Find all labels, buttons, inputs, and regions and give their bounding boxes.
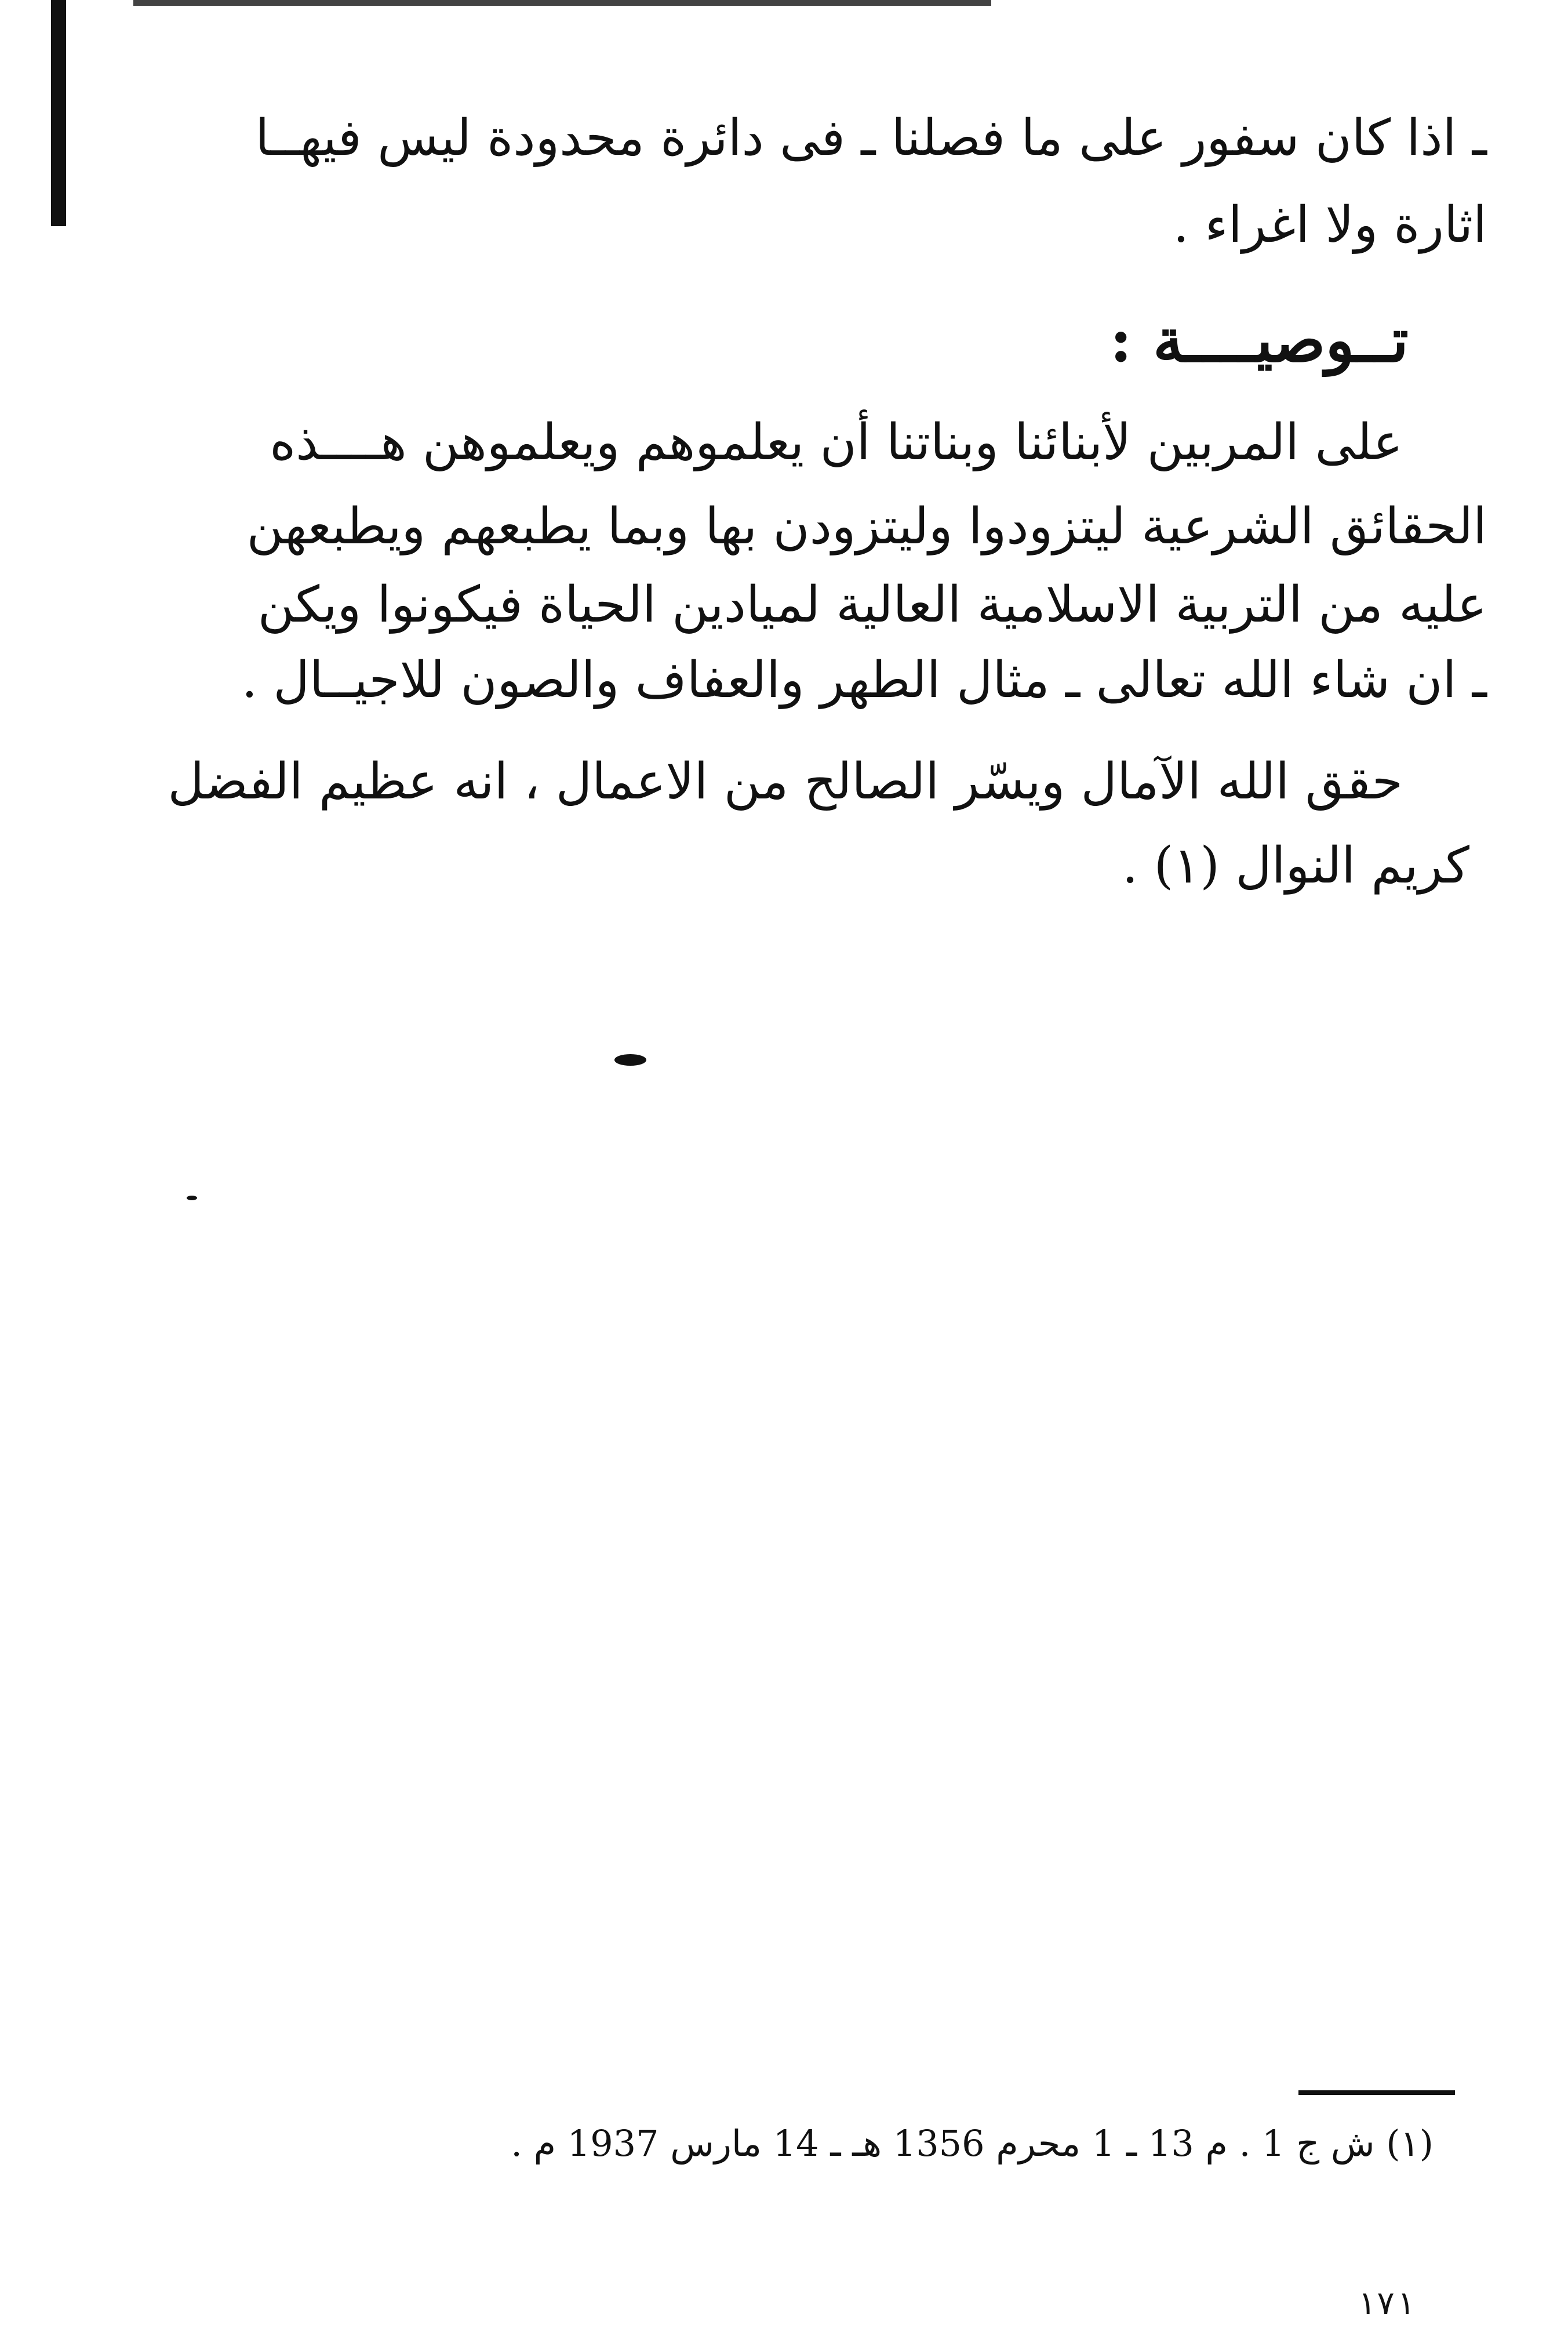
- recommendation-line-1: على المربين لأبنائنا وبناتنا أن يعلموهم ويعلموهن هــــذه: [270, 413, 1403, 471]
- intro-line-1: ـ اذا كان سفور على ما فصلنا ـ فى دائرة محدودة ليس فيهــا: [255, 109, 1487, 167]
- recommendation-line-3: عليه من التربية الاسلامية العالية لميادين الحياة فيكونوا ويكن: [257, 576, 1487, 634]
- scan-edge-top: [133, 0, 991, 6]
- intro-line-2: اثارة ولا اغراء .: [1173, 196, 1487, 254]
- section-heading: تــوصيــــة :: [1109, 304, 1409, 376]
- scan-edge-left: [51, 0, 66, 226]
- closing-line-1: حقق الله الآمال ويسّر الصالح من الاعمال ، انه عظيم الفضل: [168, 753, 1403, 811]
- recommendation-line-4: ـ ان شاء الله تعالى ـ مثال الطهر والعفاف والصون للاجيــال .: [241, 651, 1487, 709]
- closing-line-2: كريم النوال (١) .: [1122, 837, 1469, 895]
- footnote: (١) ش ج 1 . م 13 ـ 1 محرم 1356 هـ ـ 14 مارس 1937 م .: [511, 2122, 1434, 2165]
- ink-speck: [187, 1196, 197, 1200]
- footnote-rule: [1298, 2090, 1455, 2095]
- ink-speck: [614, 1054, 646, 1066]
- recommendation-line-2: الحقائق الشرعية ليتزودوا وليتزودن بها وبما يطبعهم ويطبعهن: [246, 497, 1487, 555]
- page-number: ١٧١: [1356, 2285, 1416, 2322]
